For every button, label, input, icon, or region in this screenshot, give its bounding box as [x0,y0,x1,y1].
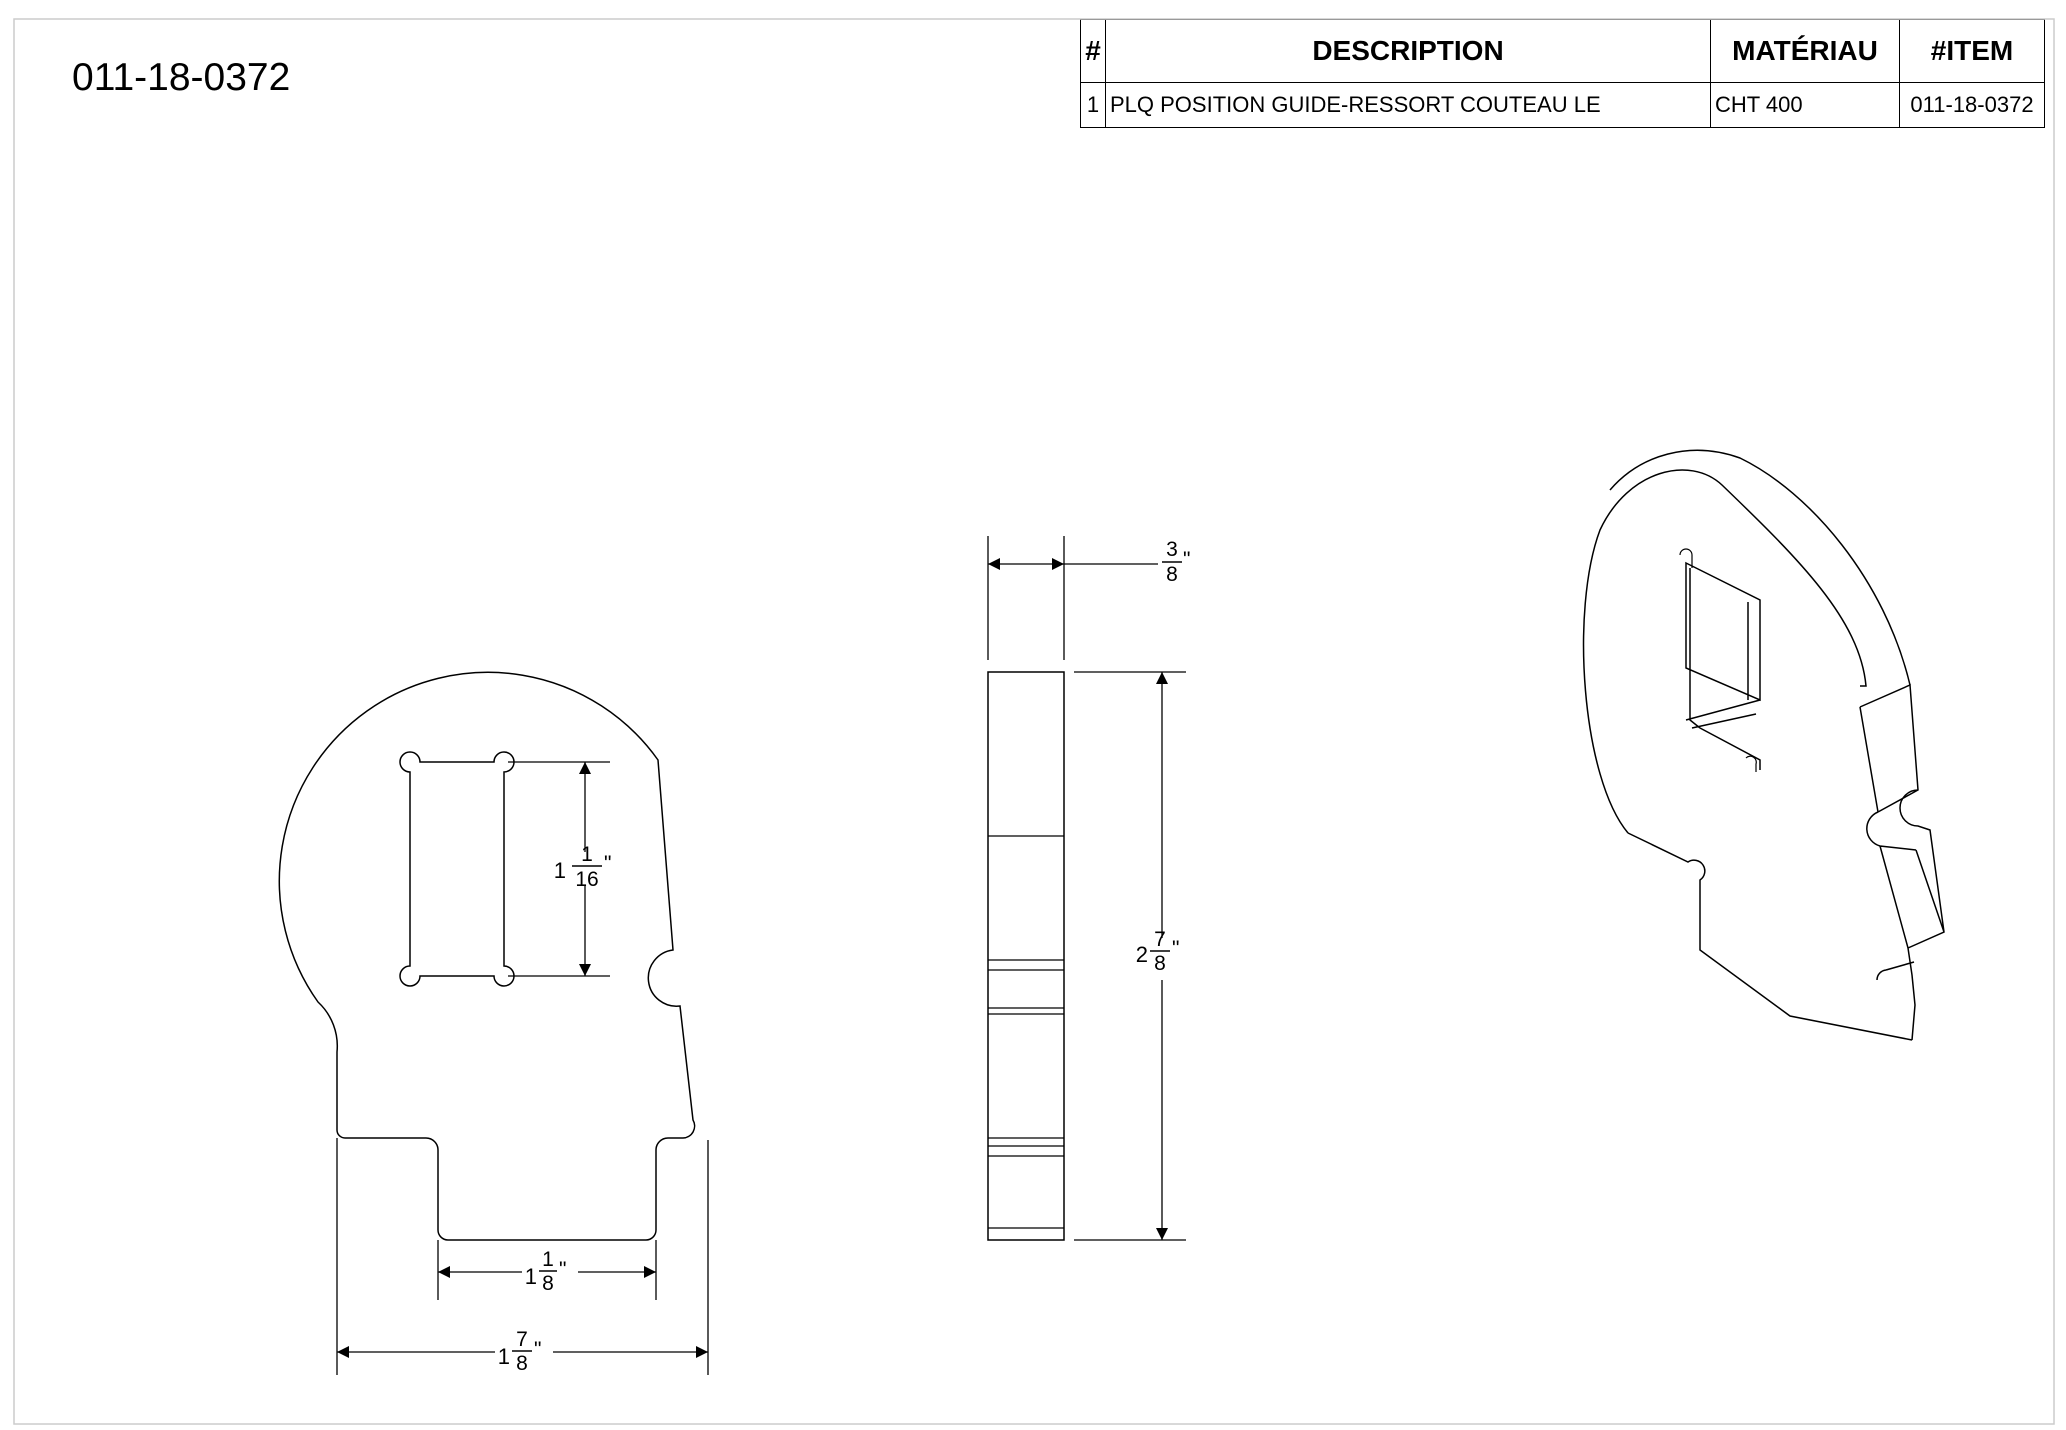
dim-whole: 1 [553,858,566,883]
bom-header-number: # [1081,20,1106,83]
side-view [988,672,1064,1240]
bom-header-description: DESCRIPTION [1106,20,1711,83]
side-view-lines [988,836,1064,1228]
sheet-border [14,19,2054,1424]
dim-numerator: 1 [581,843,593,866]
bom-cell-material: CHT 400 [1711,83,1900,128]
dim-unit: " [1172,937,1180,960]
dim-thickness [1162,538,1190,586]
dim-unit: " [534,1338,542,1361]
iso-side-faces [1860,685,1944,1040]
dim-foot-width [525,1248,567,1295]
dim-slot-height [554,843,612,891]
bom-cell-item: 011-18-0372 [1900,83,2045,128]
front-view-outline [279,672,694,1240]
dim-unit: " [1183,548,1191,571]
dim-numerator: 7 [516,1328,528,1351]
dim-denominator: 8 [542,1272,554,1295]
dim-denominator: 8 [516,1352,528,1375]
part-number: 011-18-0372 [72,56,291,99]
side-view-dimensions [988,536,1186,1240]
iso-slot [1686,563,1760,770]
dim-unit: " [604,852,612,875]
bom-header-material: MATÉRIAU [1711,20,1900,83]
dim-denominator: 8 [1166,563,1178,586]
dim-overall-width [498,1328,542,1375]
dim-denominator: 16 [575,868,599,891]
bom-cell-number: 1 [1081,83,1106,128]
dim-numerator: 7 [1154,928,1166,951]
iso-slot-notches [1680,549,1756,772]
dim-whole: 1 [524,1264,537,1289]
dim-whole: 2 [1135,942,1148,967]
front-view [279,672,694,1240]
dim-height [1136,928,1180,975]
bom-header-item: #ITEM [1900,20,2045,83]
side-view-outline [988,672,1064,1240]
front-view-dimensions [337,762,708,1375]
isometric-view [1584,450,1944,1040]
window-slot [400,752,514,986]
dim-denominator: 8 [1154,952,1166,975]
dim-numerator: 1 [542,1248,554,1271]
dim-numerator: 3 [1166,538,1178,561]
bom-cell-description: PLQ POSITION GUIDE-RESSORT COUTEAU LE [1106,83,1711,128]
iso-front-face [1584,470,1912,1040]
dim-whole: 1 [497,1344,510,1369]
dim-unit: " [559,1258,567,1281]
